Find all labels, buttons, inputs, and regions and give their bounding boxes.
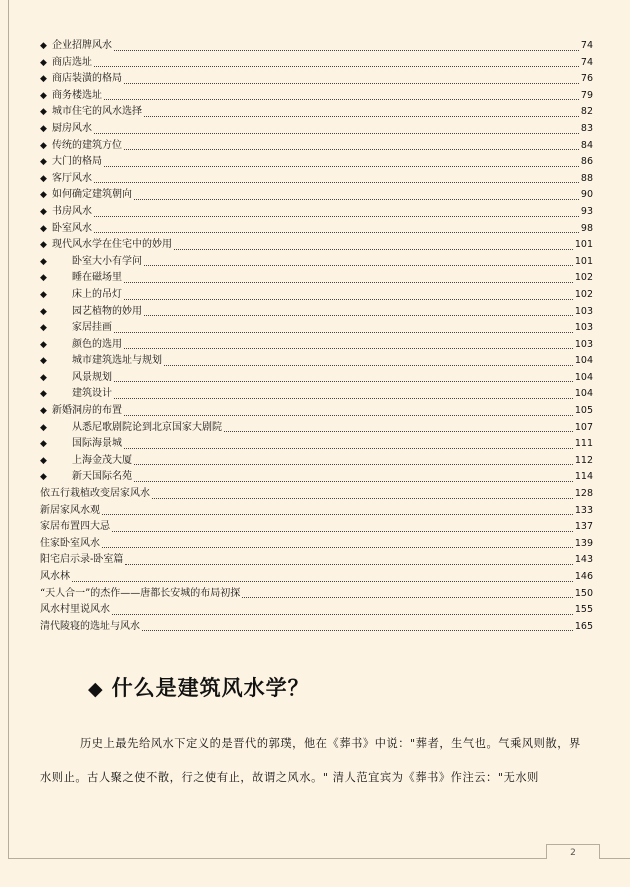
toc-leader-dots [104, 98, 579, 100]
diamond-bullet-icon: ◆ [40, 57, 47, 68]
toc-entry-page: 103 [574, 338, 593, 350]
diamond-bullet-icon: ◆ [40, 74, 47, 85]
toc-entry[interactable] [40, 569, 593, 586]
toc-leader-dots [144, 115, 579, 117]
toc-leader-dots [224, 430, 573, 432]
toc-entry[interactable] [40, 55, 593, 72]
toc-entry-title: 新婚洞房的布置 [52, 405, 122, 417]
toc-entry-page: 86 [580, 156, 593, 168]
toc-leader-dots [72, 580, 573, 582]
toc-entry[interactable] [40, 552, 593, 569]
toc-entry-title: 住家卧室风水 [40, 537, 100, 549]
toc-entry-title: 客厅风水 [52, 172, 92, 184]
toc-leader-dots [164, 364, 573, 366]
toc-entry-page: 83 [580, 122, 593, 134]
toc-entry[interactable] [40, 370, 593, 387]
diamond-bullet-icon: ◆ [40, 140, 47, 151]
toc-leader-dots [94, 65, 579, 67]
toc-entry-title: 商店装潢的格局 [52, 73, 122, 85]
toc-entry[interactable] [40, 88, 593, 105]
diamond-bullet-icon: ◆ [40, 223, 47, 234]
toc-entry-page: 102 [574, 288, 593, 300]
toc-entry-page: 111 [574, 438, 593, 450]
toc-leader-dots [124, 281, 573, 283]
toc-entry-page: 114 [574, 471, 593, 483]
toc-entry-title: 新天国际名苑 [72, 471, 132, 483]
toc-entry-page: 133 [574, 504, 593, 516]
toc-entry[interactable] [40, 586, 593, 603]
toc-entry[interactable] [40, 254, 593, 271]
toc-entry[interactable] [40, 486, 593, 503]
toc-entry[interactable] [40, 420, 593, 437]
toc-entry-page: 150 [574, 587, 593, 599]
toc-entry-title: 商务楼选址 [52, 89, 102, 101]
toc-leader-dots [114, 380, 573, 382]
toc-entry-title: 床上的吊灯 [72, 288, 122, 300]
toc-entry-page: 88 [580, 172, 593, 184]
toc-entry-title: 清代陵寝的选址与风水 [40, 620, 140, 632]
toc-leader-dots [144, 264, 573, 266]
toc-entry-page: 103 [574, 305, 593, 317]
toc-leader-dots [134, 463, 573, 465]
toc-entry-title: 风景规划 [72, 371, 112, 383]
toc-leader-dots [94, 132, 579, 134]
toc-leader-dots [142, 629, 573, 631]
toc-leader-dots [114, 49, 579, 51]
toc-entry[interactable] [40, 38, 593, 55]
toc-entry[interactable] [40, 270, 593, 287]
toc-entry[interactable] [40, 453, 593, 470]
toc-entry[interactable] [40, 353, 593, 370]
toc-leader-dots [112, 613, 573, 615]
toc-leader-dots [114, 397, 573, 399]
toc-entry-title: “天人合一”的杰作——唐都长安城的布局初探 [40, 587, 241, 599]
toc-entry[interactable] [40, 287, 593, 304]
toc-entry-title: 建筑设计 [72, 388, 112, 400]
toc-entry-title: 卧室风水 [52, 222, 92, 234]
body-paragraph [40, 727, 588, 795]
toc-entry-title: 从悉尼歌剧院论到北京国家大剧院 [72, 421, 222, 433]
diamond-bullet-icon: ◆ [40, 123, 47, 134]
toc-leader-dots [112, 530, 573, 532]
toc-entry-title: 商店选址 [52, 56, 92, 68]
toc-entry[interactable] [40, 187, 593, 204]
toc-entry-page: 104 [574, 388, 593, 400]
toc-entry-page: 165 [574, 620, 593, 632]
toc-entry[interactable] [40, 503, 593, 520]
toc-leader-dots [144, 314, 573, 316]
toc-entry-page: 143 [574, 554, 593, 566]
toc-entry-title: 现代风水学在住宅中的妙用 [52, 239, 172, 251]
diamond-bullet-icon: ◆ [40, 256, 47, 267]
toc-entry-page: 137 [574, 521, 593, 533]
diamond-bullet-icon: ◆ [40, 41, 47, 51]
toc-entry-page: 79 [580, 89, 593, 101]
diamond-bullet-icon: ◆ [40, 240, 47, 251]
diamond-bullet-icon: ◆ [40, 289, 47, 300]
diamond-bullet-icon: ◆ [40, 206, 47, 217]
page-number: 2 [570, 848, 576, 858]
toc-leader-dots [134, 198, 579, 200]
toc-entry-page: 104 [574, 371, 593, 383]
toc-entry-title: 风水林 [40, 571, 70, 582]
toc-entry-page: 98 [580, 222, 593, 234]
toc-leader-dots [124, 447, 573, 449]
toc-entry-title: 新居家风水观 [40, 504, 100, 516]
toc-entry-title: 阳宅启示录-卧室篇 [40, 554, 124, 566]
toc-entry[interactable] [40, 337, 593, 354]
toc-leader-dots [94, 215, 579, 217]
toc-leader-dots [134, 480, 573, 482]
toc-entry[interactable] [40, 221, 593, 238]
diamond-bullet-icon: ◆ [40, 406, 47, 417]
page-left-border [8, 0, 9, 858]
diamond-bullet-icon: ◆ [40, 389, 47, 400]
toc-entry-page: 103 [574, 322, 593, 334]
toc-entry-page: 76 [580, 73, 593, 85]
toc-entry[interactable] [40, 536, 593, 553]
toc-entry[interactable] [40, 71, 593, 88]
toc-leader-dots [242, 596, 573, 598]
toc-leader-dots [174, 248, 573, 250]
toc-entry-title: 城市住宅的风水选择 [52, 106, 142, 118]
table-of-contents [40, 38, 593, 635]
diamond-bullet-icon: ◆ [40, 306, 47, 317]
toc-leader-dots [104, 165, 579, 167]
toc-entry[interactable] [40, 304, 593, 321]
toc-entry-page: 90 [580, 189, 593, 201]
toc-entry-title: 卧室大小有学问 [72, 255, 142, 267]
toc-leader-dots [124, 347, 573, 349]
toc-entry-title: 企业招牌风水 [52, 40, 112, 51]
toc-entry-title: 依五行栽植改变居家风水 [40, 488, 150, 500]
toc-entry[interactable] [40, 138, 593, 155]
toc-leader-dots [94, 231, 579, 233]
diamond-bullet-icon: ◆ [40, 339, 47, 350]
diamond-bullet-icon: ◆ [88, 678, 104, 700]
toc-entry-page: 102 [574, 272, 593, 284]
diamond-bullet-icon: ◆ [40, 273, 47, 284]
toc-entry[interactable] [40, 154, 593, 171]
toc-entry-title: 如何确定建筑朝向 [52, 189, 132, 201]
toc-entry[interactable] [40, 436, 593, 453]
toc-entry-title: 厨房风水 [52, 122, 92, 134]
diamond-bullet-icon: ◆ [40, 190, 47, 201]
toc-entry-page: 93 [580, 205, 593, 217]
diamond-bullet-icon: ◆ [40, 90, 47, 101]
section-heading-text: 什么是建筑风水学？ [111, 676, 310, 700]
toc-leader-dots [94, 181, 579, 183]
diamond-bullet-icon: ◆ [40, 157, 47, 168]
footer-divider [8, 858, 630, 859]
toc-leader-dots [124, 414, 573, 416]
toc-entry-page: 101 [574, 255, 593, 267]
toc-entry-page: 146 [574, 571, 593, 582]
toc-leader-dots [152, 497, 573, 499]
toc-entry[interactable] [40, 121, 593, 138]
toc-entry[interactable] [40, 469, 593, 486]
toc-leader-dots [102, 513, 573, 515]
toc-entry[interactable] [40, 619, 593, 636]
toc-entry[interactable] [40, 320, 593, 337]
toc-entry[interactable] [40, 104, 593, 121]
toc-entry-page: 128 [574, 488, 593, 500]
toc-leader-dots [102, 546, 573, 548]
toc-entry-page: 84 [580, 139, 593, 151]
toc-entry-page: 155 [574, 604, 593, 616]
section-heading [88, 672, 310, 702]
toc-entry-title: 家居布置四大忌 [40, 521, 110, 533]
toc-entry-title: 城市建筑选址与规划 [72, 355, 162, 367]
diamond-bullet-icon: ◆ [40, 455, 47, 466]
page-number-tab [546, 844, 600, 859]
toc-entry[interactable] [40, 237, 593, 254]
toc-entry-page: 105 [574, 405, 593, 417]
toc-entry[interactable] [40, 386, 593, 403]
toc-entry-title: 睡在磁场里 [72, 272, 122, 284]
diamond-bullet-icon: ◆ [40, 173, 47, 184]
toc-entry-page: 74 [580, 40, 593, 51]
toc-entry[interactable] [40, 204, 593, 221]
toc-entry[interactable] [40, 171, 593, 188]
toc-leader-dots [114, 331, 573, 333]
toc-leader-dots [124, 82, 579, 84]
toc-entry-title: 家居挂画 [72, 322, 112, 334]
toc-entry-title: 上海金茂大厦 [72, 454, 132, 466]
diamond-bullet-icon: ◆ [40, 372, 47, 383]
toc-entry-title: 传统的建筑方位 [52, 139, 122, 151]
toc-entry-title: 颜色的选用 [72, 338, 122, 350]
diamond-bullet-icon: ◆ [40, 356, 47, 367]
toc-entry[interactable] [40, 403, 593, 420]
toc-entry-page: 74 [580, 56, 593, 68]
toc-leader-dots [124, 298, 573, 300]
toc-leader-dots [124, 148, 579, 150]
toc-entry-page: 82 [580, 106, 593, 118]
diamond-bullet-icon: ◆ [40, 472, 47, 483]
toc-entry-title: 风水村里说风水 [40, 604, 110, 616]
toc-entry-title: 国际海景城 [72, 438, 122, 450]
toc-leader-dots [125, 563, 572, 565]
toc-entry-page: 107 [574, 421, 593, 433]
body-paragraph-text: 历史上最先给风水下定义的是晋代的郭璞，他在《葬书》中说："葬者，生气也。气乘风则散，界水则止。古人聚之使不散，行之使有止，故谓之风水。" 清人范宜宾为《葬书》作注云："无水则 [40, 737, 581, 784]
toc-entry-title: 园艺植物的妙用 [72, 305, 142, 317]
diamond-bullet-icon: ◆ [40, 323, 47, 334]
toc-entry-page: 101 [574, 239, 593, 251]
diamond-bullet-icon: ◆ [40, 439, 47, 450]
toc-entry-title: 书房风水 [52, 205, 92, 217]
toc-entry-page: 139 [574, 537, 593, 549]
diamond-bullet-icon: ◆ [40, 107, 47, 118]
toc-entry-page: 104 [574, 355, 593, 367]
diamond-bullet-icon: ◆ [40, 422, 47, 433]
toc-entry[interactable] [40, 519, 593, 536]
toc-entry-title: 大门的格局 [52, 156, 102, 168]
toc-entry-page: 112 [574, 454, 593, 466]
toc-entry[interactable] [40, 602, 593, 619]
